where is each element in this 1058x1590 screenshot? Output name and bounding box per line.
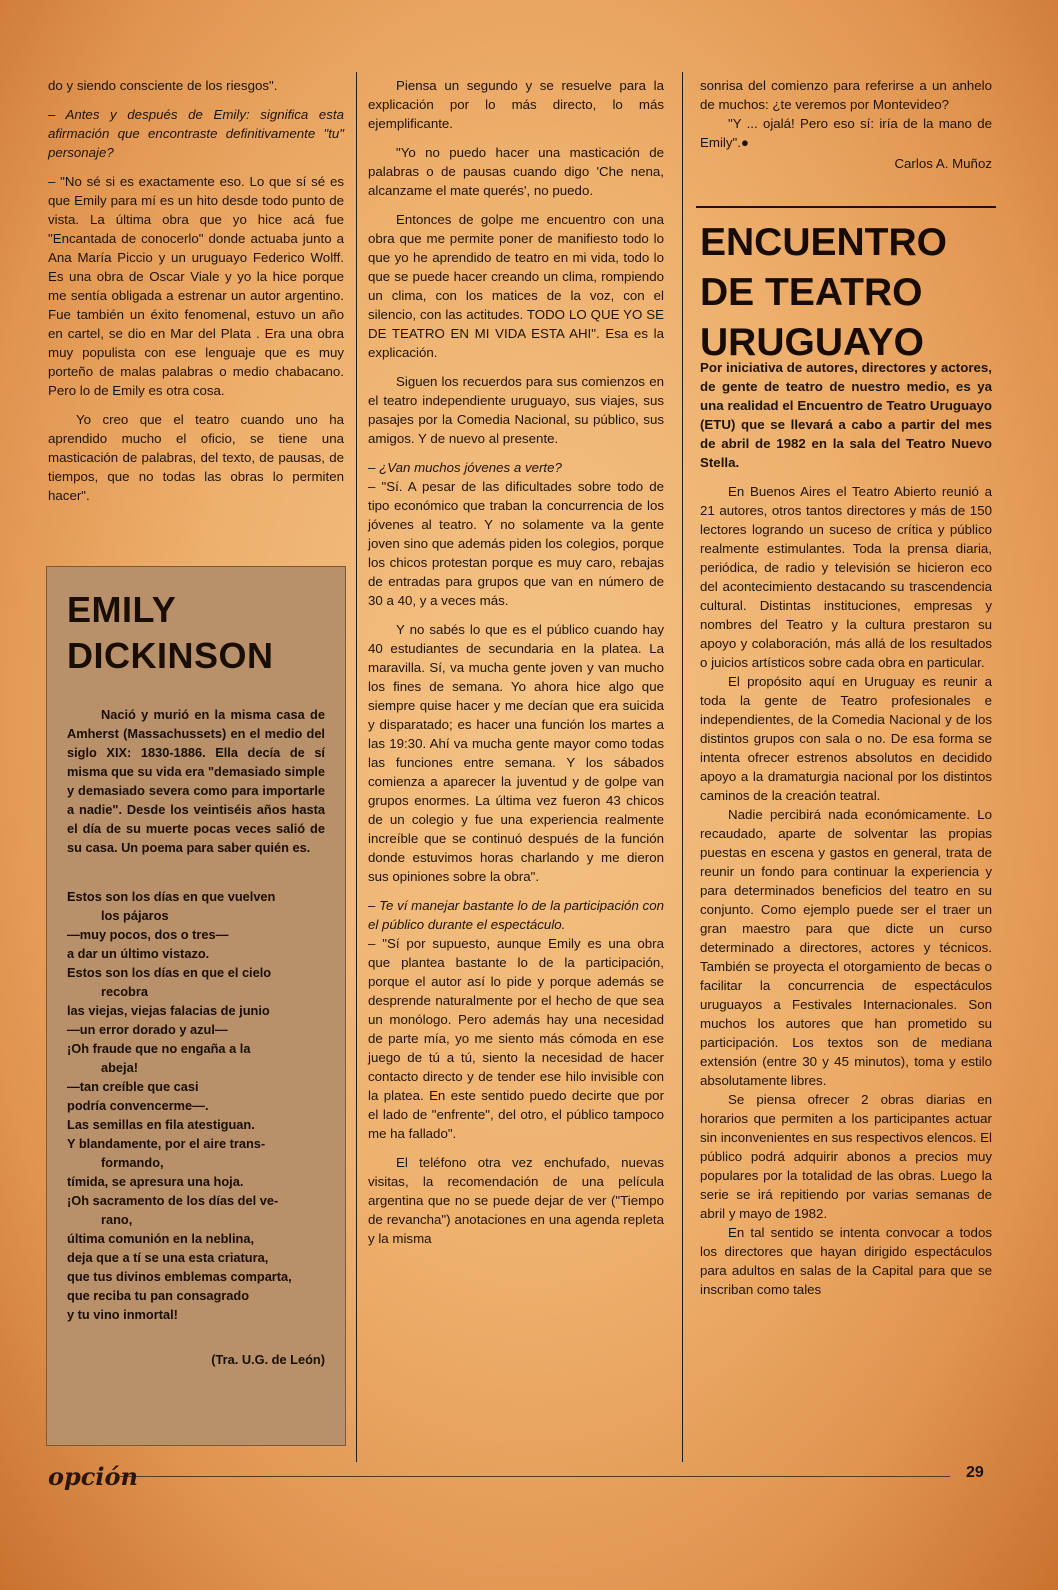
col2-paragraph-4: Siguen los recuerdos para sus comienzos en el teatro independiente uruguayo, sus viajes, sus pasajes por la Comedia Nacional, su público, sus amigos. Y de nuevo al presente. xyxy=(368,374,664,446)
col2-question-2: – Te ví manejar bastante lo de la participación con el público durante el espectáculo. xyxy=(368,898,664,932)
sidebar-title xyxy=(67,587,325,679)
sidebar-title-line-2: DICKINSON xyxy=(67,635,274,676)
poem-line: recobra xyxy=(101,984,148,999)
poem-line: que reciba tu pan consagrado xyxy=(67,1288,250,1303)
col2-answer-1: – "Sí. A pesar de las dificultades sobre todo de tipo económico que traban la concurrencia de los jóvenes al teatro. Y no solamente va la gente joven sino que además piden los colegios, porque los chicos protestan porque es muy caro, rebajas de entradas para grupos que van en número de 30 a 40, y a veces más. xyxy=(368,479,664,608)
poem-line: las viejas, viejas falacias de junio xyxy=(67,1003,270,1018)
poem-line: Estos son los días en que vuelven xyxy=(67,889,276,904)
poem-line: Y blandamente, por el aire trans- xyxy=(67,1136,266,1151)
col2-paragraph-2: "Yo no puedo hacer una masticación de palabras o de pausas cuando digo 'Che nena, alcanzame el mate querés', no puedo. xyxy=(368,145,664,198)
column-3-article xyxy=(700,358,992,1299)
col2-paragraph-10: El teléfono otra vez enchufado, nuevas visitas, la recomendación de una película argentina que no se puede dejar de ver ("Tiempo de revancha") anotaciones en una agenda repleta y la misma xyxy=(368,1155,664,1246)
col2-answer-2: – "Sí por supuesto, aunque Emily es una obra que plantea bastante lo de la participación, porque el autor así lo pide y porque además se desprende naturalmente por el hecho de que sea un monólogo. Pero además hay una necesidad de parte mía, yo me siento más cómoda en ese juego de tú a tú, siento la necesidad de hacer contacto directo y de tender ese hilo invisible con la platea. En este sentido puedo decirte que por el lado de "enfrente", del otro, el público tampoco me ha fallado". xyxy=(368,936,664,1141)
poem-line: rano, xyxy=(101,1212,133,1227)
poem-line: deja que a tí se una esta criatura, xyxy=(67,1250,269,1265)
col2-question-1: – ¿Van muchos jóvenes a verte? xyxy=(368,460,562,475)
poem-line: a dar un último vistazo. xyxy=(67,946,210,961)
poem-line: —muy pocos, dos o tres— xyxy=(67,927,229,942)
poem-line: tímida, se apresura una hoja. xyxy=(67,1174,244,1189)
column-3-top xyxy=(700,76,992,173)
poem-line: podría convencerme—. xyxy=(67,1098,209,1113)
col3-paragraph-1: sonrisa del comienzo para referirse a un anhelo de muchos: ¿te veremos por Montevideo? xyxy=(700,78,992,112)
col1-answer: – "No sé si es exactamente eso. Lo que sí sé es que Emily para mí es un hito desde todo punto de vista. La última obra que yo hice acá fue "Encantada de conocerlo" donde actuaba junto a Ana María Piccio y un uruguayo Federico Wolff. Es una obra de Oscar Viale y yo la hice porque me sentía obligada a estrenar un autor argentino. Fue también un éxito fenomenal, estuvo un año en cartel, se dio en Mar del Plata . Era una obra muy populista con ese lenguaje que es muy porteño de malas palabras o medio chabacano. Pero lo de Emily es otra cosa. xyxy=(48,174,344,398)
col1-paragraph-1: do y siendo consciente de los riesgos". xyxy=(48,78,278,93)
sidebar-bio: Nació y murió en la misma casa de Amherst (Massachussets) en el medio del siglo XIX: 1830-1886. Ella decía de sí misma que su vida era "demasiado simple y demasiado severa como para importarle a nadie". Desde los veintiséis años hasta el día de su muerte pocas veces salió de su casa. Un poema para saber quién es. xyxy=(67,707,325,855)
poem-line: —un error dorado y azul— xyxy=(67,1022,228,1037)
page-number: 29 xyxy=(966,1464,984,1481)
poem-line: Estos son los días en que el cielo xyxy=(67,965,272,980)
col2-paragraph-1: Piensa un segundo y se resuelve para la explicación por lo más directo, lo más ejemplificante. xyxy=(368,78,664,131)
headline-line-2: DE TEATRO xyxy=(700,271,923,314)
article-paragraph-2: El propósito aquí en Uruguay es reunir a toda la gente de Teatro profesionales e independientes, de la Comedia Nacional y de los distintos grupos con sala o no. De esa forma se intenta ofrecer estrenos absolutos en decidido apoyo a la dramaturgia nacional por los distintos caminos de la creación teatral. xyxy=(700,674,992,803)
author-signature: Carlos A. Muñoz xyxy=(894,156,992,171)
poem-line: ¡Oh sacramento de los días del ve- xyxy=(67,1193,279,1208)
poem-line: —tan creíble que casi xyxy=(67,1079,199,1094)
column-2 xyxy=(368,76,664,1258)
col2-paragraph-7: Y no sabés lo que es el público cuando hay 40 estudiantes de secundaria en la platea. La maravilla. Sí, va mucha gente joven y van mucho los fines de semana. Yo ahora hice algo que siempre quise hacer y me decían que era suicida y disparatado; es hacer una función los martes a las 19:30. Ahí va mucha gente mayor como todas las funciones entre semana. Y los sábados comienza a aparecer la juventud y de golpe van grupos enormes. La última vez fueron 43 chicos de un colegio y fue una experiencia realmente increíble que se continuó después de la función donde estuvimos horas charlando y me dieron sus opiniones sobre la obra". xyxy=(368,622,664,884)
column-1 xyxy=(48,76,344,515)
article-headline xyxy=(700,218,1000,368)
headline-line-3: URUGUAYO xyxy=(700,321,924,364)
col2-paragraph-3: Entonces de golpe me encuentro con una obra que me permite poner de manifiesto todo lo que yo he aprendido de teatro en mi vida, todo lo que se puede hacer creando un clima, rompiendo un clima, con los matices de la voz, con el silencio, con las actitudes. TODO LO QUE YO SE DE TEATRO EN MI VIDA ESTA AHI". Esa es la explicación. xyxy=(368,212,664,360)
poem-line: ¡Oh fraude que no engaña a la xyxy=(67,1041,251,1056)
article-paragraph-3: Nadie percibirá nada económicamente. Lo recaudado, aparte de solventar las propias puestas en escena y gastos en general, trata de reunir un fondo para continuar la experiencia y para determinados beneficios del teatro en su conjunto. Como ejemplo puede ser el traer un gran maestro para que dicte un curso determinado a directores, actores y técnicos. También se proyecta el otorgamiento de becas o facilitar la concurrencia de espectáculos uruguayos a Festivales Internacionales. Son muchos los autores que han prometido su participación. Los textos son de mediana extensión (entre 30 y 45 minutos), toma y estilo absolutamente libres. xyxy=(700,807,992,1088)
column-rule-right xyxy=(682,72,683,1462)
headline-line-1: ENCUENTRO xyxy=(700,221,948,264)
article-paragraph-5: En tal sentido se intenta convocar a todos los directores que hayan dirigido espectáculos para adultos en salas de la Capital para que se inscriban como tales xyxy=(700,1225,992,1297)
poem-line: que tus divinos emblemas comparta, xyxy=(67,1269,292,1284)
col1-paragraph-4: Yo creo que el teatro cuando uno ha aprendido mucho el oficio, se tiene una masticación de palabras, del texto, de pausas, de tiempos, que no todas las obras lo permiten hacer". xyxy=(48,412,344,503)
article-paragraph-4: Se piensa ofrecer 2 obras diarias en horarios que permiten a los participantes actuar sin inconvenientes en sus respectivos elencos. El público podrá adquirir abonos a precios muy populares por la totalidad de las obras. Luego la serie se irá repitiendo por varias semanas de abril y mayo de 1982. xyxy=(700,1092,992,1221)
column-rule-left xyxy=(356,72,357,1462)
sidebar-title-line-1: EMILY xyxy=(67,589,177,630)
poem-line: última comunión en la neblina, xyxy=(67,1231,254,1246)
col3-paragraph-2: "Y ... ojalá! Pero eso sí: iría de la mano de Emily".● xyxy=(700,116,992,150)
col1-question: – Antes y después de Emily: significa esta afirmación que encontraste definitivamente "tu" personaje? xyxy=(48,107,344,160)
headline-rule xyxy=(696,206,996,208)
sidebar-poem xyxy=(67,887,325,1324)
article-paragraph-1: En Buenos Aires el Teatro Abierto reunió a 21 autores, otros tantos directores y más de 150 lectores logrando un suceso de crítica y público realmente estimulantes. Toda la prensa diaria, periódica, de radio y televisión se hicieron eco del acontecimiento destacando su trascendencia cultural. Distintas instituciones, empresas y nombres del Teatro y la cultura prestaron su apoyo y colaboración, más allá de los resultados o juicios artísticos sobre cada obra en particular. xyxy=(700,484,992,670)
poem-line: los pájaros xyxy=(101,908,169,923)
poem-line: Las semillas en fila atestiguan. xyxy=(67,1117,255,1132)
magazine-logo: opción xyxy=(48,1462,138,1491)
poem-line: abeja! xyxy=(101,1060,138,1075)
sidebar-translator: (Tra. U.G. de León) xyxy=(211,1352,325,1367)
footer-rule xyxy=(120,1476,950,1477)
article-lead: Por iniciativa de autores, directores y actores, de gente de teatro de nuestro medio, es ya una realidad el Encuentro de Teatro Uruguayo (ETU) que se llevará a cabo a partir del mes de abril de 1982 en la sala del Teatro Nuevo Stella. xyxy=(700,360,992,470)
emily-dickinson-sidebar xyxy=(46,566,346,1446)
poem-line: formando, xyxy=(101,1155,164,1170)
poem-line: y tu vino inmortal! xyxy=(67,1307,178,1322)
